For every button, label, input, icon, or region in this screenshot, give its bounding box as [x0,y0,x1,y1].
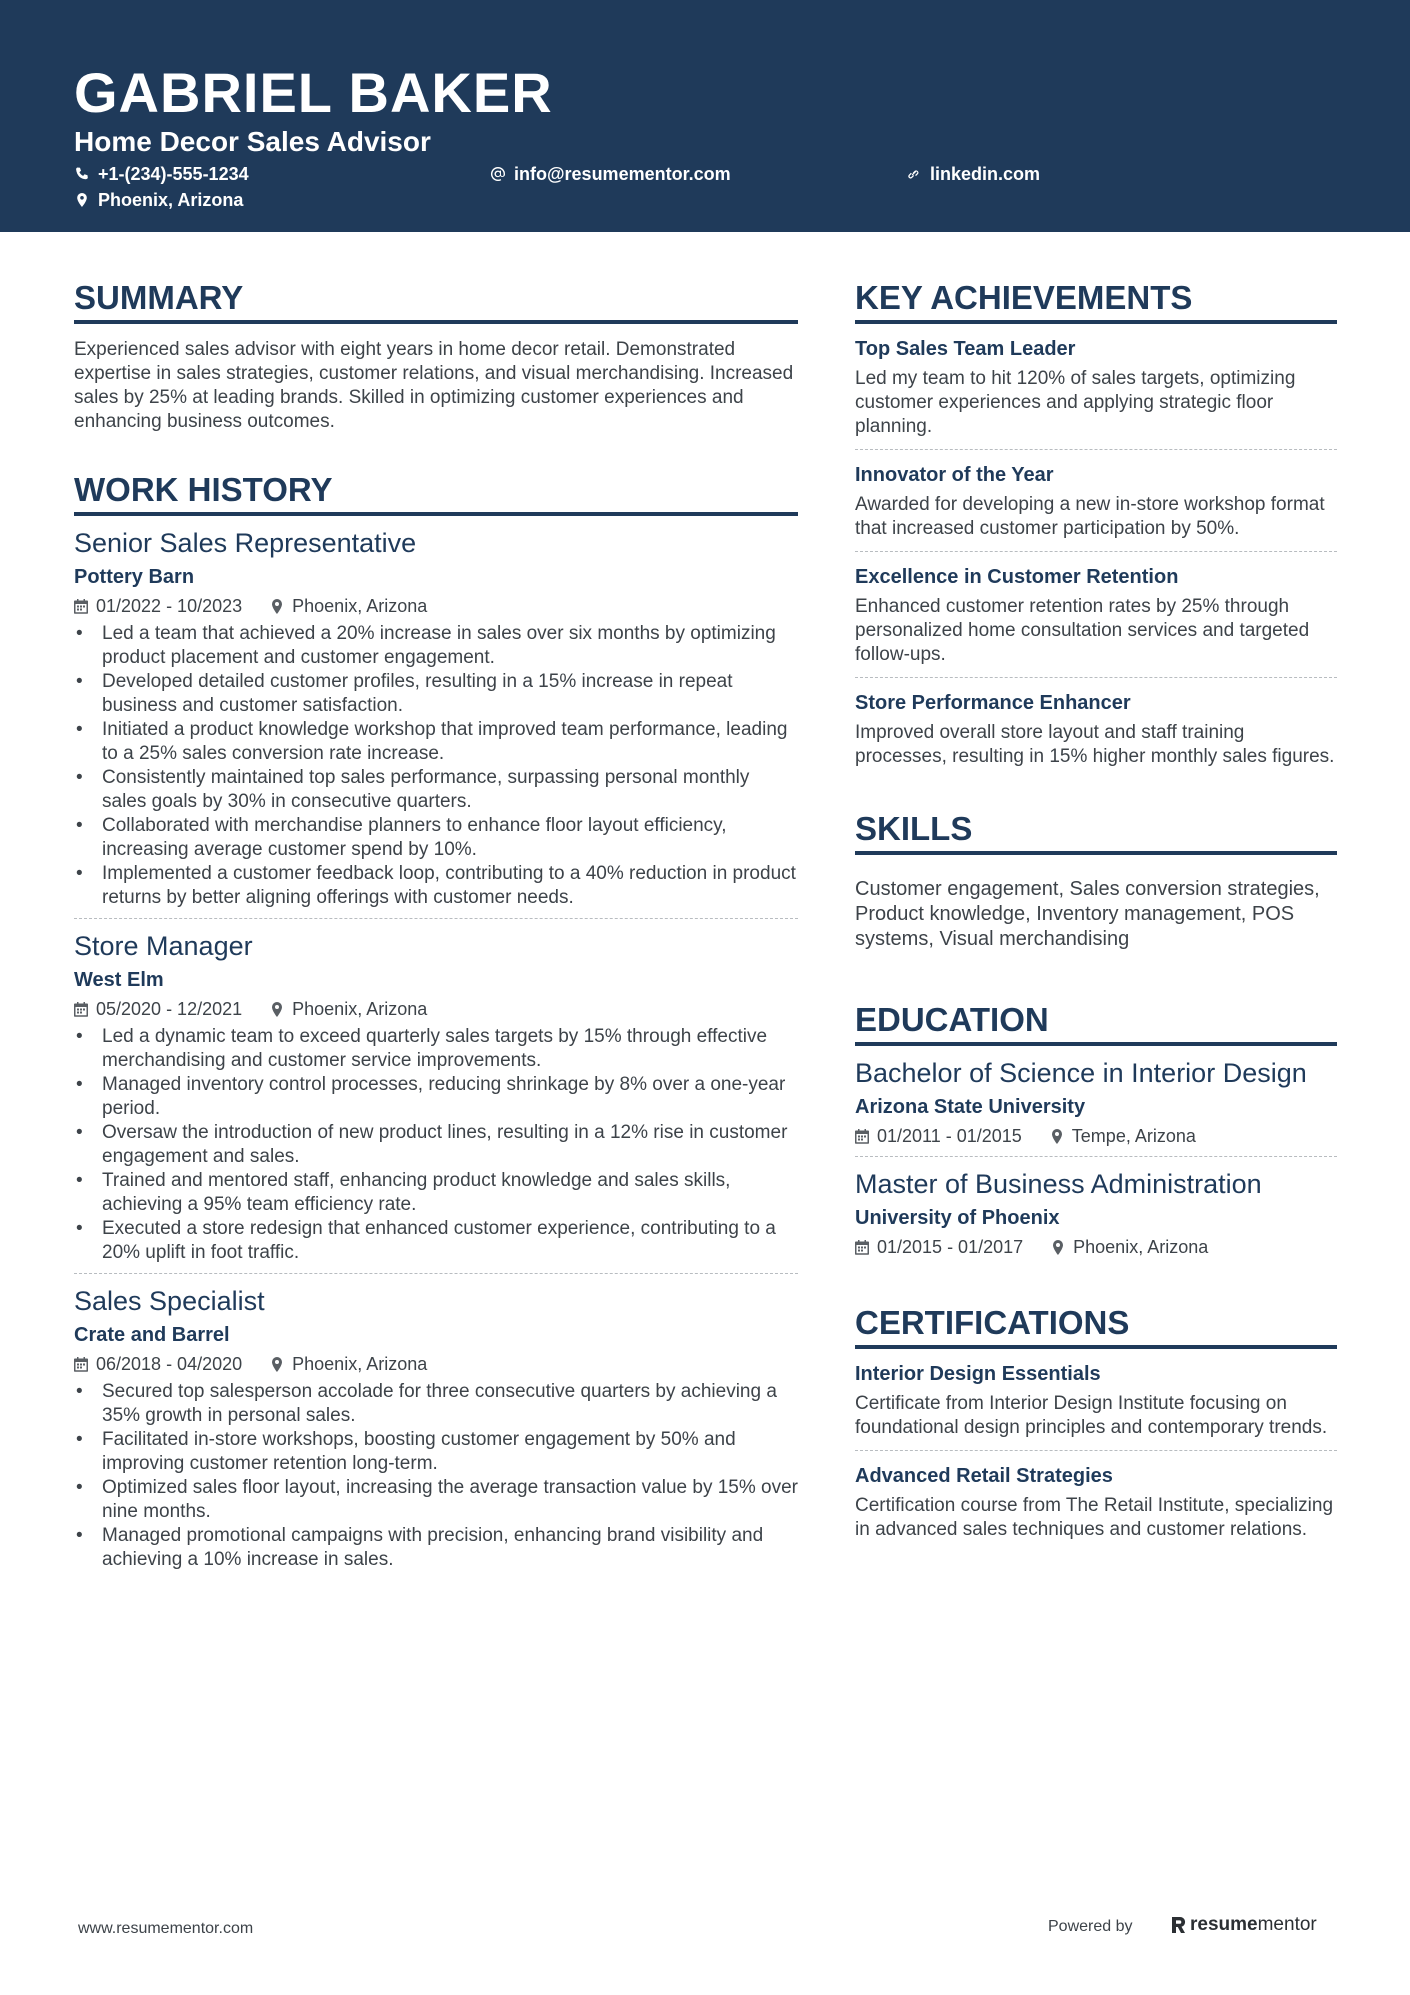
job-entry [74,1273,798,1580]
achievement-title: Innovator of the Year [855,464,1054,486]
job-meta [74,1352,798,1376]
achievement-title: Store Performance Enhancer [855,692,1131,714]
skills-text: Customer engagement, Sales conversion strategies, Product knowledge, Inventory management, POS systems, Visual merchandising [855,878,1320,950]
section-title-certifications: CERTIFICATIONS [855,1303,1337,1349]
job-dates: 05/2020 - 12/2021 [96,999,243,1019]
linkedin-text: linkedin.com [930,164,1041,184]
job-entry [74,918,798,1273]
skills-section [855,809,1337,952]
candidate-name: GABRIEL BAKER [74,61,553,124]
job-company: Pottery Barn [74,566,195,588]
job-bullet: • Developed detailed customer profiles, resulting in a 15% increase in repeat business and customer satisfaction. [74,670,798,718]
calendar-icon [855,1129,869,1144]
education-section [855,1000,1337,1267]
job-bullet: • Collaborated with merchandise planners to enhance floor layout efficiency, increasing average customer spend by 10%. [74,814,798,862]
education-meta [855,1124,1337,1148]
job-entry [74,516,798,918]
job-location [270,997,427,1021]
location-pin-icon [74,192,90,208]
education-location [1050,1124,1196,1148]
education-location-text: Phoenix, Arizona [1073,1237,1209,1257]
job-bullet: • Facilitated in-store workshops, boosting customer engagement by 50% and improving customer retention long-term. [74,1428,798,1476]
candidate-role: Home Decor Sales Advisor [74,126,431,157]
at-icon [490,166,506,182]
resumementor-logo-icon [1170,1916,1186,1934]
job-dates: 06/2018 - 04/2020 [96,1354,243,1374]
phone-text: +1-(234)-555-1234 [98,164,249,184]
job-location-text: Phoenix, Arizona [292,1354,428,1374]
section-title-work-history: WORK HISTORY [74,470,798,516]
section-title-education: EDUCATION [855,1000,1337,1046]
job-bullet: • Trained and mentored staff, enhancing product knowledge and sales skills, achieving a 95% team efficiency rate. [74,1169,798,1217]
education-dates: 01/2011 - 01/2015 [877,1126,1022,1146]
job-bullet: • Led a dynamic team to exceed quarterly sales targets by 15% through effective merchandising and customer service improvements. [74,1025,798,1073]
job-company: West Elm [74,969,164,991]
job-bullet: • Managed promotional campaigns with precision, enhancing brand visibility and achieving a 10% increase in sales. [74,1524,798,1572]
education-location-text: Tempe, Arizona [1071,1126,1196,1146]
brand-bold: resume [1190,1914,1258,1935]
work-history-section [74,470,798,1580]
job-bullets [74,1380,798,1572]
achievement-item [855,551,1337,677]
email-text: info@resumementor.com [514,164,731,184]
job-bullet: • Consistently maintained top sales performance, surpassing personal monthly sales goals by 30% in consecutive quarters. [74,766,798,814]
contact-phone[interactable] [74,162,249,186]
education-school: University of Phoenix [855,1207,1060,1229]
education-dates: 01/2015 - 01/2017 [877,1237,1024,1257]
location-text: Phoenix, Arizona [98,190,244,210]
certifications-section [855,1303,1337,1552]
job-company: Crate and Barrel [74,1324,230,1346]
header-banner [0,0,1410,232]
achievement-item [855,449,1337,551]
brand-light: mentor [1257,1914,1317,1935]
job-location-text: Phoenix, Arizona [292,596,428,616]
footer-url[interactable]: www.resumementor.com [78,1920,254,1937]
contact-email[interactable] [490,162,731,186]
link-icon [906,166,922,182]
job-bullet: • Initiated a product knowledge workshop that improved team performance, leading to a 25% sales conversion rate increase. [74,718,798,766]
powered-by-label: Powered by [1048,1918,1133,1935]
section-title-key-achievements: KEY ACHIEVEMENTS [855,278,1337,324]
education-school: Arizona State University [855,1096,1086,1118]
achievement-item [855,324,1337,449]
job-title: Senior Sales Representative [74,528,417,558]
section-title-skills: SKILLS [855,809,1337,855]
calendar-icon [74,599,88,614]
job-location [270,1352,427,1376]
job-meta [74,594,798,618]
achievement-text: Enhanced customer retention rates by 25% through personalized home consultation services and targeted follow-ups. [855,596,1310,665]
phone-icon [74,166,90,182]
job-title: Sales Specialist [74,1286,265,1316]
job-bullet: • Implemented a customer feedback loop, contributing to a 40% reduction in product returns by better aligning offerings with customer needs. [74,862,798,910]
job-location [270,594,427,618]
contact-location [74,188,243,212]
achievement-item [855,677,1337,779]
job-bullet: • Optimized sales floor layout, increasing the average transaction value by 15% over nine months. [74,1476,798,1524]
job-bullet: • Managed inventory control processes, reducing shrinkage by 8% over a one-year period. [74,1073,798,1121]
education-degree: Master of Business Administration [855,1169,1262,1199]
achievement-title: Excellence in Customer Retention [855,566,1179,588]
summary-section [74,278,798,434]
location-pin-icon [270,599,284,614]
achievement-text: Awarded for developing a new in-store workshop format that increased customer participation by 50%. [855,494,1325,539]
job-bullet: • Secured top salesperson accolade for three consecutive quarters by achieving a 35% growth in personal sales. [74,1380,798,1428]
job-meta [74,997,798,1021]
location-pin-icon [1050,1129,1064,1144]
calendar-icon [74,1357,88,1372]
summary-text: Experienced sales advisor with eight years in home decor retail. Demonstrated expertise in sales strategies, customer relations, and visual merchandising. Increased sales by 25% at leading brands. Skilled in optimizing customer experiences and enhancing business outcomes. [74,339,794,432]
section-title-summary: SUMMARY [74,278,798,324]
certification-item [855,1450,1337,1552]
achievement-text: Led my team to hit 120% of sales targets, optimizing customer experiences and applying strategic floor planning. [855,368,1296,437]
job-bullets [74,622,798,910]
calendar-icon [855,1240,869,1255]
achievement-title: Top Sales Team Leader [855,338,1076,360]
contact-linkedin[interactable] [906,162,1040,186]
right-column [855,278,1337,1552]
left-column [74,278,798,1580]
education-item [855,1046,1337,1156]
certification-title: Advanced Retail Strategies [855,1465,1113,1487]
certification-text: Certification course from The Retail Institute, specializing in advanced sales techniques and customer relations. [855,1495,1334,1540]
location-pin-icon [270,1357,284,1372]
job-location-text: Phoenix, Arizona [292,999,428,1019]
key-achievements-section [855,278,1337,779]
brand-logo[interactable] [1170,1914,1317,1936]
education-item [855,1156,1337,1267]
job-title: Store Manager [74,931,253,961]
education-degree: Bachelor of Science in Interior Design [855,1058,1307,1088]
job-bullets [74,1025,798,1265]
job-bullet: • Led a team that achieved a 20% increase in sales over six months by optimizing product placement and customer engagement. [74,622,798,670]
certification-title: Interior Design Essentials [855,1363,1101,1385]
job-bullet: • Executed a store redesign that enhanced customer experience, contributing to a 20% uplift in foot traffic. [74,1217,798,1265]
calendar-icon [74,1002,88,1017]
education-location [1051,1235,1208,1259]
location-pin-icon [270,1002,284,1017]
job-bullet: • Oversaw the introduction of new product lines, resulting in a 12% rise in customer engagement and sales. [74,1121,798,1169]
job-dates: 01/2022 - 10/2023 [96,596,243,616]
location-pin-icon [1051,1240,1065,1255]
certification-text: Certificate from Interior Design Institute focusing on foundational design principles and contemporary trends. [855,1393,1328,1438]
achievement-text: Improved overall store layout and staff training processes, resulting in 15% higher monthly sales figures. [855,722,1335,767]
education-meta [855,1235,1337,1259]
certification-item [855,1349,1337,1450]
